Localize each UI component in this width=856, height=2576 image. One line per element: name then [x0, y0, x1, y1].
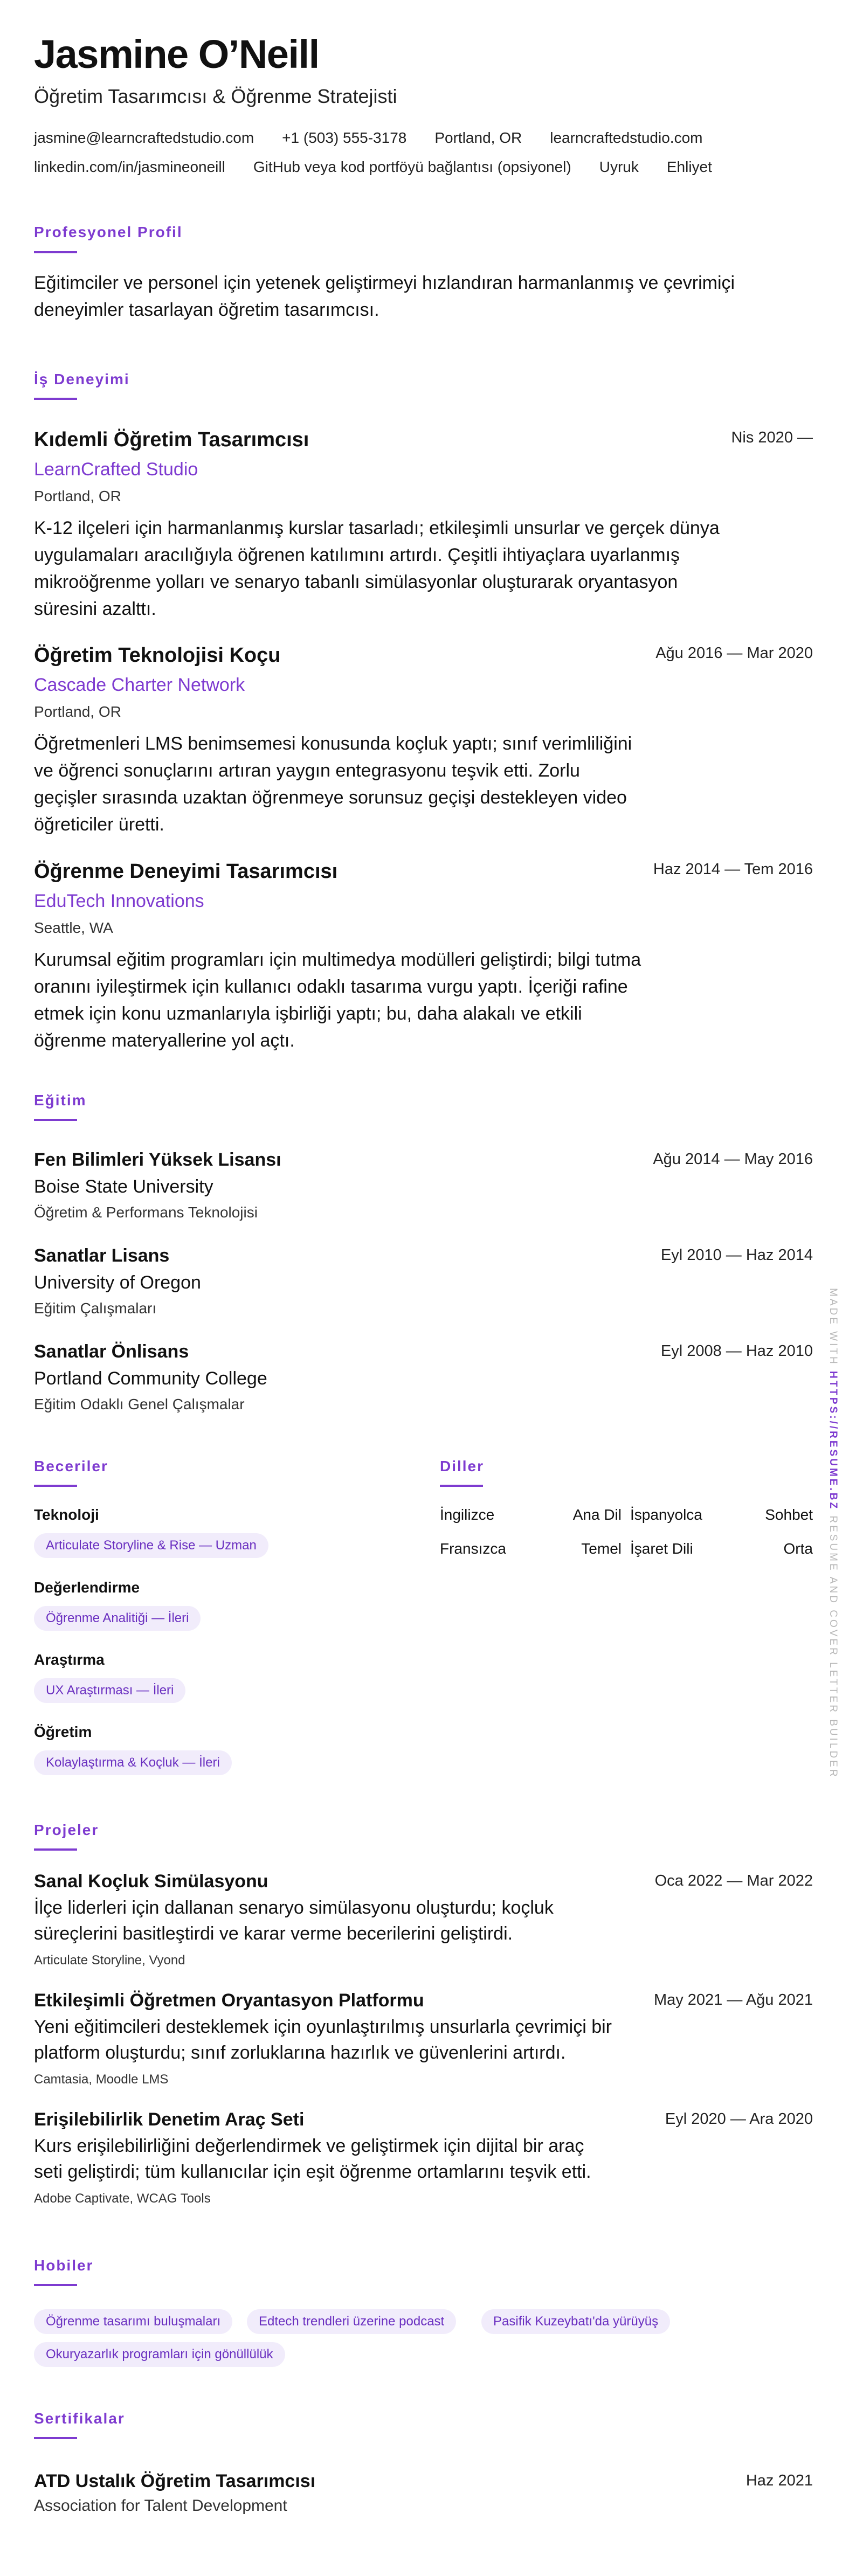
cert-issuer: Association for Talent Development [34, 2497, 287, 2515]
profile-heading: Profesyonel Profil [34, 224, 183, 240]
language-name: İspanyolca [630, 1506, 702, 1523]
contact-email[interactable]: jasmine@learncraftedstudio.com [34, 129, 254, 146]
education-rule [34, 1119, 77, 1121]
job-description: K-12 ilçeleri için harmanlanmış kurslar tasarladı; etkileşimli unsurlar ve gerçek dünya uygulamaları aracılığıyla öğrenen katılımını artırdı. Çeşitli ihtiyaçlara uyarlanmış mikroöğrenme yolları ve senaryo tabanlı simülasyonlar oluşturarak oryantasyon süresini azalttı. [34, 518, 720, 619]
skill-category: Teknoloji [34, 1506, 99, 1523]
contact-nationality: Uyruk [599, 158, 639, 175]
contact-linkedin[interactable]: linkedin.com/in/jasmineoneill [34, 158, 225, 175]
projects-rule [34, 1848, 77, 1851]
project-description: İlçe liderleri için dallanan senaryo simülasyonu oluşturdu; koçluk süreçlerini basitleştirdi ve karar verme becerilerini geliştirdi. [34, 1898, 554, 1944]
job-title: Kıdemli Öğretim Tasarımcısı [34, 428, 309, 451]
edu-date: Eyl 2008 — Haz 2010 [660, 1342, 813, 1360]
contact-phone[interactable]: +1 (503) 555-3178 [282, 129, 407, 146]
skills-rule [34, 1485, 77, 1487]
projects-heading: Projeler [34, 1822, 99, 1838]
language-name: İngilizce [440, 1506, 495, 1523]
skill-category: Değerlendirme [34, 1579, 140, 1596]
language-level: Temel [581, 1540, 622, 1557]
credit-prefix: MADE WITH [827, 1288, 839, 1371]
credit-suffix: RESUME AND COVER LETTER BUILDER [827, 1511, 839, 1779]
contact-row-1 [34, 129, 730, 147]
languages-rule [440, 1485, 483, 1487]
project-description: Yeni eğitimcileri desteklemek için oyunlaştırılmış unsurlarla çevrimiçi bir platform oluşturdu; sınıf zorluklarına hazırlık ve güvenlerini artırdı. [34, 2017, 612, 2063]
project-title: Etkileşimli Öğretmen Oryantasyon Platformu [34, 1990, 424, 2011]
job-location: Seattle, WA [34, 919, 113, 936]
project-tools: Adobe Captivate, WCAG Tools [34, 2191, 211, 2206]
cert-title: ATD Ustalık Öğretim Tasarımcısı [34, 2471, 316, 2491]
profile-rule [34, 251, 77, 253]
job-description: Öğretmenleri LMS benimsemesi konusunda koçluk yaptı; sınıf verimliliğini ve öğrenci sonuçlarını artıran yaygın entegrasyonu teşvik etti. Zorlu geçişler sırasında uzaktan öğrenmeye sorunsuz geçişi destekleyen video öğreticiler üretti. [34, 733, 632, 835]
edu-date: Ağu 2014 — May 2016 [653, 1151, 813, 1168]
experience-rule [34, 398, 77, 400]
hobby-pill: Okuryazarlık programları için gönüllülük [34, 2342, 285, 2367]
edu-degree: Sanatlar Lisans [34, 1245, 170, 1266]
project-tools: Camtasia, Moodle LMS [34, 2072, 169, 2087]
profile-text: Eğitimciler ve personel için yetenek geliştirmeyi hızlandıran harmanlanmış ve çevrimiçi deneyimler tasarlayan öğretim tasarımcısı. [34, 273, 735, 320]
language-name: Fransızca [440, 1540, 506, 1557]
candidate-name: Jasmine O’Neill [34, 32, 319, 77]
job-title: Öğretim Teknolojisi Koçu [34, 644, 281, 667]
job-location: Portland, OR [34, 488, 121, 504]
edu-degree: Sanatlar Önlisans [34, 1341, 189, 1362]
job-date: Haz 2014 — Tem 2016 [653, 861, 813, 878]
edu-date: Eyl 2010 — Haz 2014 [660, 1247, 813, 1264]
project-title: Erişilebilirlik Denetim Araç Seti [34, 2109, 305, 2130]
job-company: Cascade Charter Network [34, 675, 245, 695]
language-name: İşaret Dili [630, 1540, 693, 1557]
language-level: Ana Dil [572, 1506, 622, 1523]
edu-field: Öğretim & Performans Teknolojisi [34, 1204, 258, 1221]
contact-row-2 [34, 158, 740, 176]
edu-field: Eğitim Çalışmaları [34, 1300, 157, 1317]
edu-school: Portland Community College [34, 1368, 267, 1389]
project-date: May 2021 — Ağu 2021 [653, 1991, 813, 2009]
certifications-rule [34, 2437, 77, 2439]
contact-location: Portland, OR [434, 129, 522, 146]
edu-field: Eğitim Odaklı Genel Çalışmalar [34, 1396, 245, 1412]
candidate-title: Öğretim Tasarımcısı & Öğrenme Stratejisti [34, 85, 397, 107]
job-company: EduTech Innovations [34, 891, 204, 911]
skill-pill: Kolaylaştırma & Koçluk — İleri [34, 1750, 232, 1775]
hobby-pill: Öğrenme tasarımı buluşmaları [34, 2309, 232, 2334]
job-date: Ağu 2016 — Mar 2020 [655, 645, 813, 662]
skill-category: Öğretim [34, 1723, 92, 1740]
skill-pill: Öğrenme Analitiği — İleri [34, 1606, 201, 1631]
cert-date: Haz 2021 [745, 2472, 813, 2489]
credit-link[interactable]: HTTPS://RESUME.BZ [827, 1371, 839, 1511]
job-company: LearnCrafted Studio [34, 459, 198, 480]
contact-license: Ehliyet [666, 158, 712, 175]
edu-school: Boise State University [34, 1176, 213, 1197]
certifications-heading: Sertifikalar [34, 2410, 125, 2427]
language-level: Orta [783, 1540, 813, 1557]
skill-category: Araştırma [34, 1651, 105, 1668]
project-tools: Articulate Storyline, Vyond [34, 1953, 185, 1968]
language-level: Sohbet [765, 1506, 813, 1523]
hobby-pill: Pasifik Kuzeybatı'da yürüyüş [481, 2309, 670, 2334]
education-heading: Eğitim [34, 1092, 87, 1109]
contact-github[interactable]: GitHub veya kod portföyü bağlantısı (opsiyonel) [253, 158, 571, 175]
experience-heading: İş Deneyimi [34, 371, 130, 387]
edu-degree: Fen Bilimleri Yüksek Lisansı [34, 1149, 281, 1170]
contact-website[interactable]: learncraftedstudio.com [550, 129, 703, 146]
edu-school: University of Oregon [34, 1272, 201, 1293]
job-date: Nis 2020 — [731, 429, 813, 446]
hobbies-rule [34, 2284, 77, 2286]
skill-pill: Articulate Storyline & Rise — Uzman [34, 1533, 268, 1558]
project-title: Sanal Koçluk Simülasyonu [34, 1871, 268, 1892]
project-description: Kurs erişilebilirliğini değerlendirmek ve geliştirmek için dijital bir araç seti geliştirdi; tüm kullanıcılar için eşit öğrenme ortamlarını teşvik etti. [34, 2136, 591, 2182]
hobby-pill: Edtech trendleri üzerine podcast [247, 2309, 456, 2334]
project-date: Oca 2022 — Mar 2022 [654, 1872, 813, 1889]
languages-heading: Diller [440, 1458, 485, 1474]
hobbies-heading: Hobiler [34, 2257, 94, 2274]
skill-pill: UX Araştırması — İleri [34, 1678, 185, 1703]
builder-credit [827, 1288, 839, 1779]
job-description: Kurumsal eğitim programları için multimedya modülleri geliştirdi; bilgi tutma oranını iyileştirmek için kullanıcı odaklı tasarıma vurgu yaptı. İçeriği rafine etmek için konu uzmanlarıyla işbirliği yaptı; bu, daha alakalı ve etkili öğrenme materyallerine yol açtı. [34, 950, 641, 1051]
job-title: Öğrenme Deneyimi Tasarımcısı [34, 860, 338, 883]
project-date: Eyl 2020 — Ara 2020 [665, 2110, 813, 2128]
skills-heading: Beceriler [34, 1458, 108, 1474]
job-location: Portland, OR [34, 703, 121, 720]
